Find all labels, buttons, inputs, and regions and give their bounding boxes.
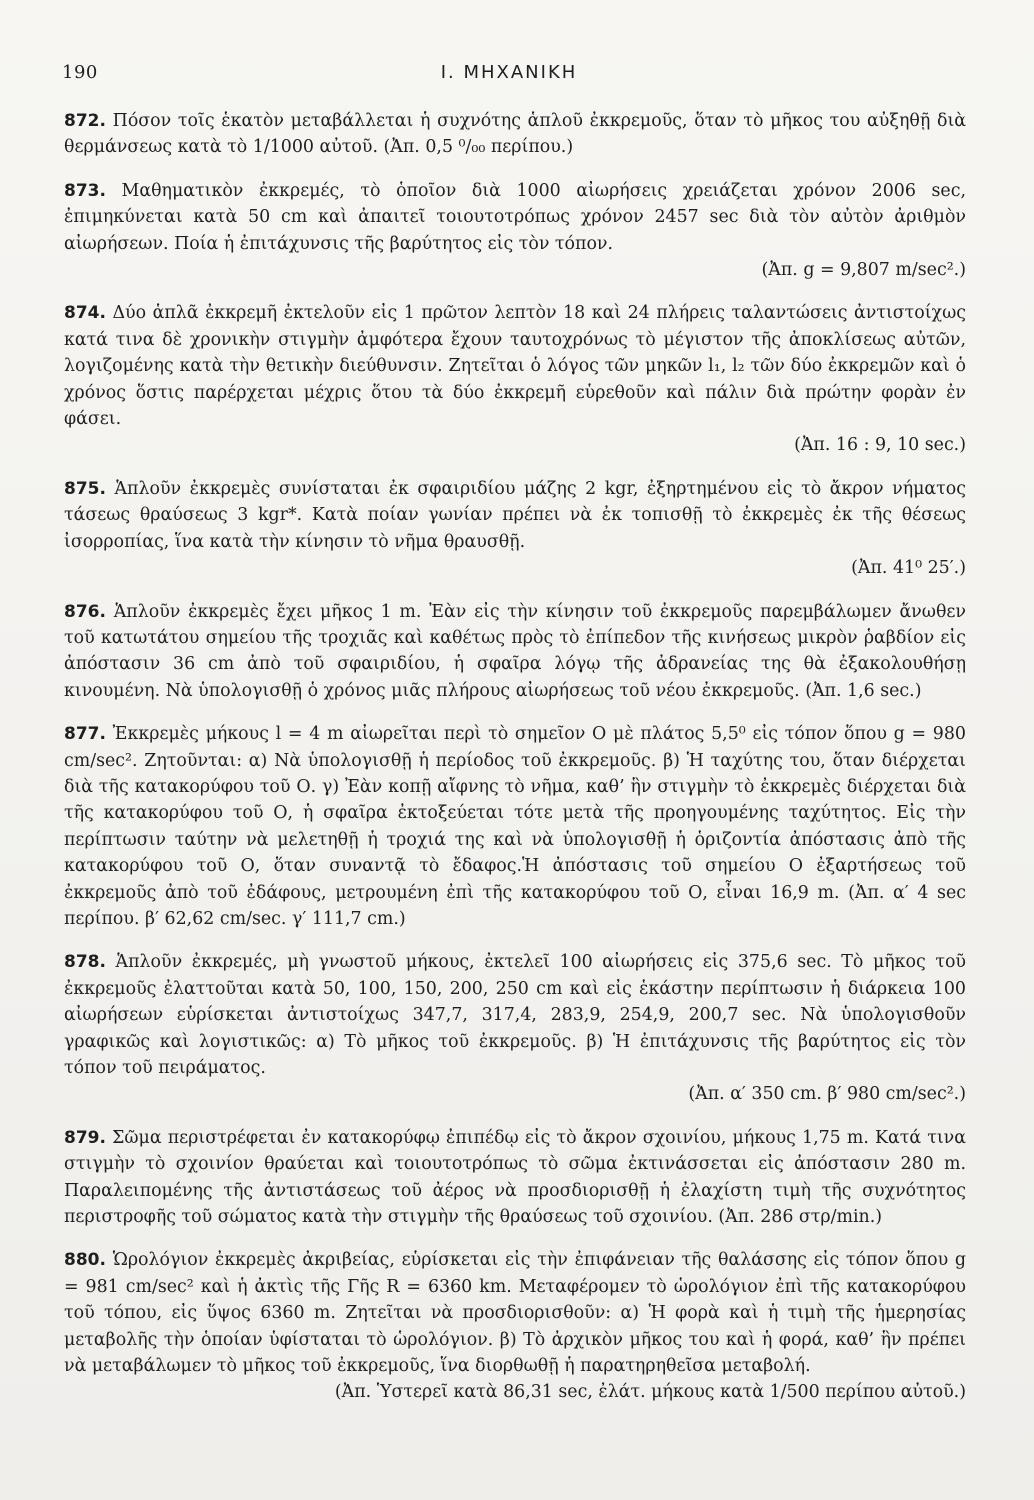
problem-list <box>64 108 966 1423</box>
problem-answer: (Ἀπ. Ὑστερεῖ κατὰ 86,31 sec, ἐλάτ. μήκους κατὰ 1/500 περίπου αὐτοῦ.) <box>334 1382 966 1403</box>
page-header <box>62 62 956 90</box>
problem-answer: (Ἀπ. 41⁰ 25′.) <box>851 558 966 579</box>
problem-text: Σῶμα περιστρέφεται ἐν κατακορύφῳ ἐπιπέδῳ εἰς τὸ ἄκρον σχοινίου, μήκους 1,75 m. Κατά τινα στιγμὴν τὸ σχοινίον θραύεται καὶ τοιουτοτρόπως τὸ σῶμα ἐκτινάσσεται εἰς ἀπόστασιν 280 m. Παραλειπομένης τῆς ἀντιστάσεως τοῦ ἀέρος νὰ προσδιορισθῇ ἡ ἐλαχίστη τιμὴ τῆς συχνότητος περιστροφῆς τοῦ σώματος κατὰ τὴν στιγμὴν τῆς θραύσεως τοῦ σχοινίου. (Ἀπ. 286 στρ/min.) <box>64 1127 966 1228</box>
problem-874 <box>64 300 966 458</box>
problem-answer: (Ἀπ. α′ 350 cm. β′ 980 cm/sec².) <box>688 1084 966 1105</box>
problem-879 <box>64 1125 966 1231</box>
problem-text: Ἁπλοῦν ἐκκρεμές, μὴ γνωστοῦ μήκους, ἐκτελεῖ 100 αἰωρήσεις εἰς 375,6 sec. Τὸ μῆκος τοῦ ἐκκρεμοῦς ἐλαττοῦται κατὰ 50, 100, 150, 200, 250 cm καὶ εἰς ἑκάστην περίπτωσιν ἡ διάρκεια 100 αἰωρήσεων εὑρίσκεται ἀντιστοίχως 347,7, 317,4, 283,9, 254,9, 200,7 sec. Νὰ ὑπολογισθοῦν γραφικῶς καὶ λογιστικῶς: α) Τὸ μῆκος τοῦ ἐκκρεμοῦς. β) Ἡ ἐπιτάχυνσις τῆς βαρύτητος εἰς τὸν τόπον τοῦ πειράματος. <box>64 952 967 1078</box>
problem-876 <box>64 599 966 705</box>
problem-answer: (Ἀπ. 16 : 9, 10 sec.) <box>794 435 966 456</box>
problem-number: 874. <box>64 303 106 324</box>
problem-text: Ἐκκρεμὲς μήκους l = 4 m αἰωρεῖται περὶ τὸ σημεῖον Ο μὲ πλάτος 5,5⁰ εἰς τόπον ὅπου g = 980 cm/sec². Ζητοῦνται: α) Νὰ ὑπολογισθῇ ἡ περίοδος τοῦ ἐκκρεμοῦς. β) Ἡ ταχύτης του, ὅταν διέρχεται διὰ τῆς κατακορύφου τοῦ Ο. γ) Ἐὰν κοπῇ αἴφνης τὸ νῆμα, καθ’ ἣν στιγμὴν τὸ ἐκκρεμὲς διέρχεται διὰ τῆς κατακορύφου τοῦ Ο, ἡ σφαῖρα ἐκτοξεύεται τότε μετὰ τῆς προηγουμένης ταχύτητος. Εἰς τὴν περίπτωσιν ταύτην νὰ μελετηθῇ ἡ τροχιά της καὶ νὰ ὑπολογισθῇ ἡ ὁριζοντία ἀπόστασις ἀπὸ τῆς κατακορύφου τοῦ Ο, ὅταν συναντᾷ τὸ ἔδαφος.Ἡ ἀπόστασις τοῦ σημείου Ο ἐξαρτήσεως τοῦ ἐκκρεμοῦς ἀπὸ τοῦ ἐδάφους, μετρουμένη ἐπὶ τῆς κατακορύφου τοῦ Ο, εἶναι 16,9 m. (Ἀπ. α′ 4 sec περίπου. β′ 62,62 cm/sec. γ′ 111,7 cm.) <box>64 724 966 929</box>
problem-872 <box>64 108 966 161</box>
problem-text: Ἁπλοῦν ἐκκρεμὲς ἔχει μῆκος 1 m. Ἐὰν εἰς τὴν κίνησιν τοῦ ἐκκρεμοῦς παρεμβάλωμεν ἄνωθεν τοῦ κατωτάτου σημείου τῆς τροχιᾶς καὶ καθέτως πρὸς τὸ ἐπίπεδον τῆς κινήσεως μικρὸν ῥαβδίον εἰς ἀπόστασιν 36 cm ἀπὸ τοῦ σφαιριδίου, ἡ σφαῖρα λόγῳ τῆς ἀδρανείας της θὰ ἐξακολουθήσῃ κινουμένη. Νὰ ὑπολογισθῇ ὁ χρόνος μιᾶς πλήρους αἰωρήσεως τοῦ νέου ἐκκρεμοῦς. (Ἀπ. 1,6 sec.) <box>64 601 966 701</box>
problem-number: 875. <box>64 478 106 499</box>
problem-number: 872. <box>64 111 106 131</box>
problem-878 <box>64 949 966 1107</box>
problem-number: 878. <box>64 952 106 973</box>
problem-answer: (Ἀπ. g = 9,807 m/sec².) <box>761 260 966 281</box>
problem-text: Δύο ἁπλᾶ ἐκκρεμῆ ἐκτελοῦν εἰς 1 πρῶτον λεπτὸν 18 καὶ 24 πλήρεις ταλαντώσεις ἀντιστοίχως κατά τινα δὲ χρονικὴν στιγμὴν ἀμφότερα ἔχουν ταυτοχρόνως τὸ μέγιστον τῆς ἀποκλίσεως αὐτῶν, λογιζομένης κατὰ τὴν θετικὴν διεύθυνσιν. Ζητεῖται ὁ λόγος τῶν μηκῶν l₁, l₂ τῶν δύο ἐκκρεμῶν καὶ ὁ χρόνος ὅστις παρέρχεται μέχρις ὅτου τὰ δύο ἐκκρεμῆ εὑρεθοῦν καὶ πάλιν διὰ πρώτην φορὰν ἐν φάσει. <box>64 303 966 430</box>
problem-text: Μαθηματικὸν ἐκκρεμές, τὸ ὁποῖον διὰ 1000 αἰωρήσεις χρειάζεται χρόνον 2006 sec, ἐπιμηκύνεται κατὰ 50 cm καὶ ἀπαιτεῖ τοιουτοτρόπως χρόνον 2457 sec διὰ τὸν αὐτὸν ἀριθμὸν αἰωρήσεων. Ποία ἡ ἐπιτάχυνσις τῆς βαρύτητος εἰς τὸν τόπον. <box>64 180 966 254</box>
running-title: Ι. ΜΗΧΑΝΙΚΗ <box>440 62 578 83</box>
problem-880 <box>64 1247 966 1405</box>
problem-number: 879. <box>64 1127 106 1148</box>
problem-875 <box>64 476 966 582</box>
problem-text: Ὡρολόγιον ἐκκρεμὲς ἀκριβείας, εὑρίσκεται εἰς τὴν ἐπιφάνειαν τῆς θαλάσσης εἰς τόπον ὅπου g = 981 cm/sec² καὶ ἡ ἀκτὶς τῆς Γῆς R = 6360 km. Μεταφέρομεν τὸ ὡρολόγιον ἐπὶ τῆς κατακορύφου τοῦ τόπου, εἰς ὕψος 6360 m. Ζητεῖται νὰ προσδιορισθοῦν: α) Ἡ φορὰ καὶ ἡ τιμὴ τῆς ἡμερησίας μεταβολῆς τὴν ὁποίαν ὑφίσταται τὸ ὡρολόγιον. β) Τὸ ἀρχικὸν μῆκος του καὶ ἡ φορά, καθ’ ἣν πρέπει νὰ μεταβάλωμεν τὸ μῆκος τοῦ ἐκκρεμοῦς, ἵνα διορθωθῇ ἡ παρατηρηθεῖσα μεταβολή. <box>64 1250 966 1377</box>
problem-number: 880. <box>64 1250 106 1271</box>
page-number: 190 <box>62 62 98 83</box>
problem-text: Ἁπλοῦν ἐκκρεμὲς συνίσταται ἐκ σφαιριδίου μάζης 2 kgr, ἐξηρτημένου εἰς τὸ ἄκρον νήματος τάσεως θραύσεως 3 kgr*. Κατὰ ποίαν γωνίαν πρέπει νὰ ἐκ τοπισθῇ τὸ ἐκκρεμὲς ἐκ τῆς θέσεως ἰσορροπίας, ἵνα κατὰ τὴν κίνησιν τὸ νῆμα θραυσθῇ. <box>64 478 966 552</box>
problem-number: 873. <box>64 180 106 201</box>
problem-877 <box>64 721 966 932</box>
problem-text: Πόσον τοῖς ἑκατὸν μεταβάλλεται ἡ συχνότης ἁπλοῦ ἐκκρεμοῦς, ὅταν τὸ μῆκος του αὐξηθῇ διὰ θερμάνσεως κατὰ τὸ 1/1000 αὐτοῦ. (Ἀπ. 0,5 ⁰/₀₀ περίπου.) <box>64 111 967 158</box>
problem-number: 877. <box>64 724 106 745</box>
problem-873 <box>64 178 966 284</box>
problem-number: 876. <box>64 601 106 622</box>
